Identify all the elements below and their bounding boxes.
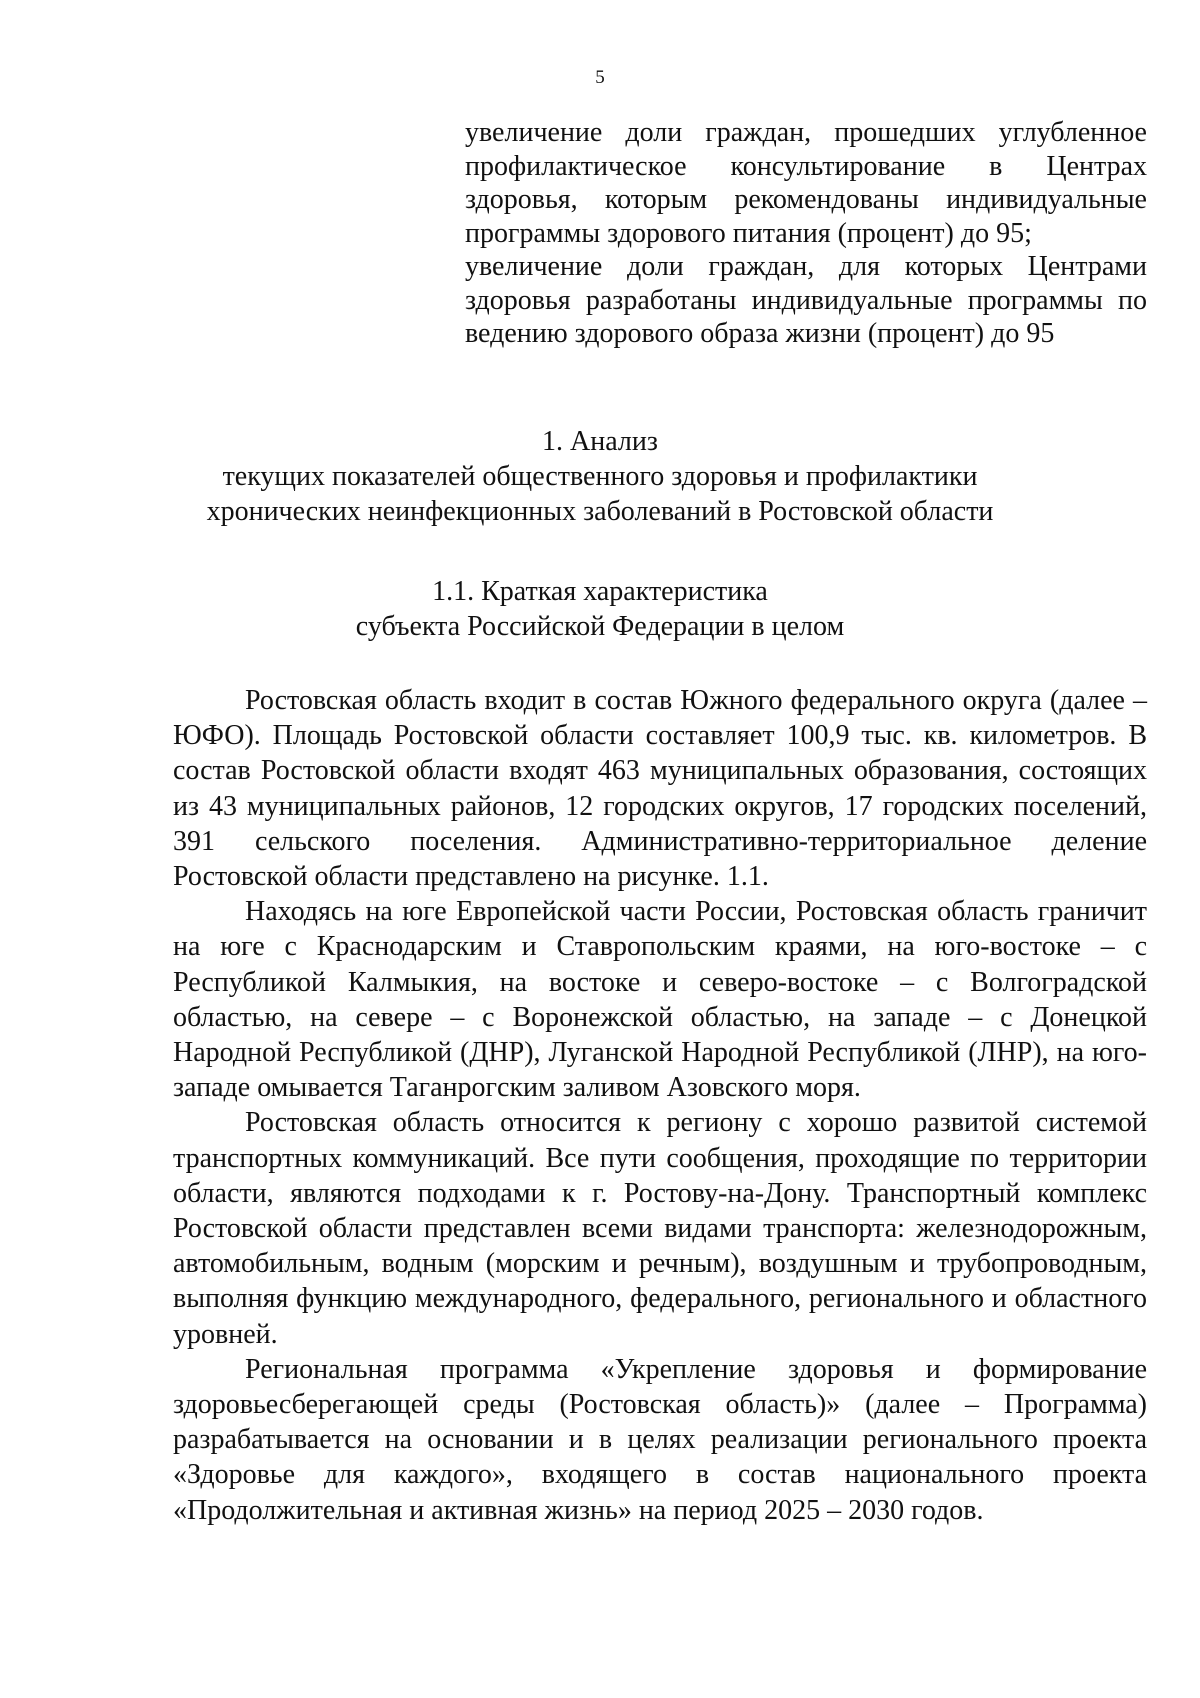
subsection-heading xyxy=(0,574,1200,644)
section-heading xyxy=(0,424,1200,529)
paragraph: Находясь на юге Европейской части России, Ростовская область граничит на юге с Краснодарским и Ставропольским краями, на юго-востоке – с Республикой Калмыкия, на востоке и северо-востоке – с Волгоградской областью, на севере – с Воронежской областью, на западе – с Донецкой Народной Республикой (ДНР), Луганской Народной Республикой (ЛНР), на юго-западе омывается Таганрогским заливом Азовского моря. xyxy=(173,896,1147,1104)
paragraph: Ростовская область входит в состав Южного федерального округа (далее – ЮФО). Площадь Ростовской области составляет 100,9 тыс. кв. километров. В состав Ростовской области входят 463 муниципальных образования, состоящих из 43 муниципальных районов, 12 городских округов, 17 городских поселений, 391 сельского поселения. Административно-территориальное деление Ростовской области представлено на рисунке. 1.1. xyxy=(173,685,1147,893)
indicator-item: увеличение доли граждан, для которых Центрами здоровья разработаны индивидуальные программы по ведению здорового образа жизни (процент) до 95 xyxy=(465,251,1147,349)
section-heading-line: хронических неинфекционных заболеваний в Ростовской области xyxy=(206,496,994,527)
section-heading-number-title: 1. Анализ xyxy=(542,426,658,457)
body-text xyxy=(173,683,1147,1528)
section-heading-line: текущих показателей общественного здоровья и профилактики xyxy=(222,461,978,492)
page-number: 5 xyxy=(595,67,605,88)
subsection-heading-number-title: 1.1. Краткая характеристика xyxy=(432,576,768,607)
target-indicators-list xyxy=(465,116,1147,351)
paragraph: Ростовская область относится к региону с хорошо развитой системой транспортных коммуникаций. Все пути сообщения, проходящие по территории области, являются подходами к г. Ростову-на-Дону. Транспортный комплекс Ростовской области представлен всеми видами транспорта: железнодорожным, автомобильным, водным (морским и речным), воздушным и трубопроводным, выполняя функцию международного, федерального, регионального и областного уровней. xyxy=(173,1107,1147,1350)
paragraph: Региональная программа «Укрепление здоровья и формирование здоровьесберегающей среды (Ростовская область)» (далее – Программа) разрабатывается на основании и в целях реализации регионального проекта «Здоровье для каждого», входящего в состав национального проекта «Продолжительная и активная жизнь» на период 2025 – 2030 годов. xyxy=(173,1353,1147,1526)
indicator-item: увеличение доли граждан, прошедших углубленное профилактическое консультирование в Центрах здоровья, которым рекомендованы индивидуальные программы здорового питания (процент) до 95; xyxy=(465,117,1147,249)
subsection-heading-line: субъекта Российской Федерации в целом xyxy=(355,611,845,642)
